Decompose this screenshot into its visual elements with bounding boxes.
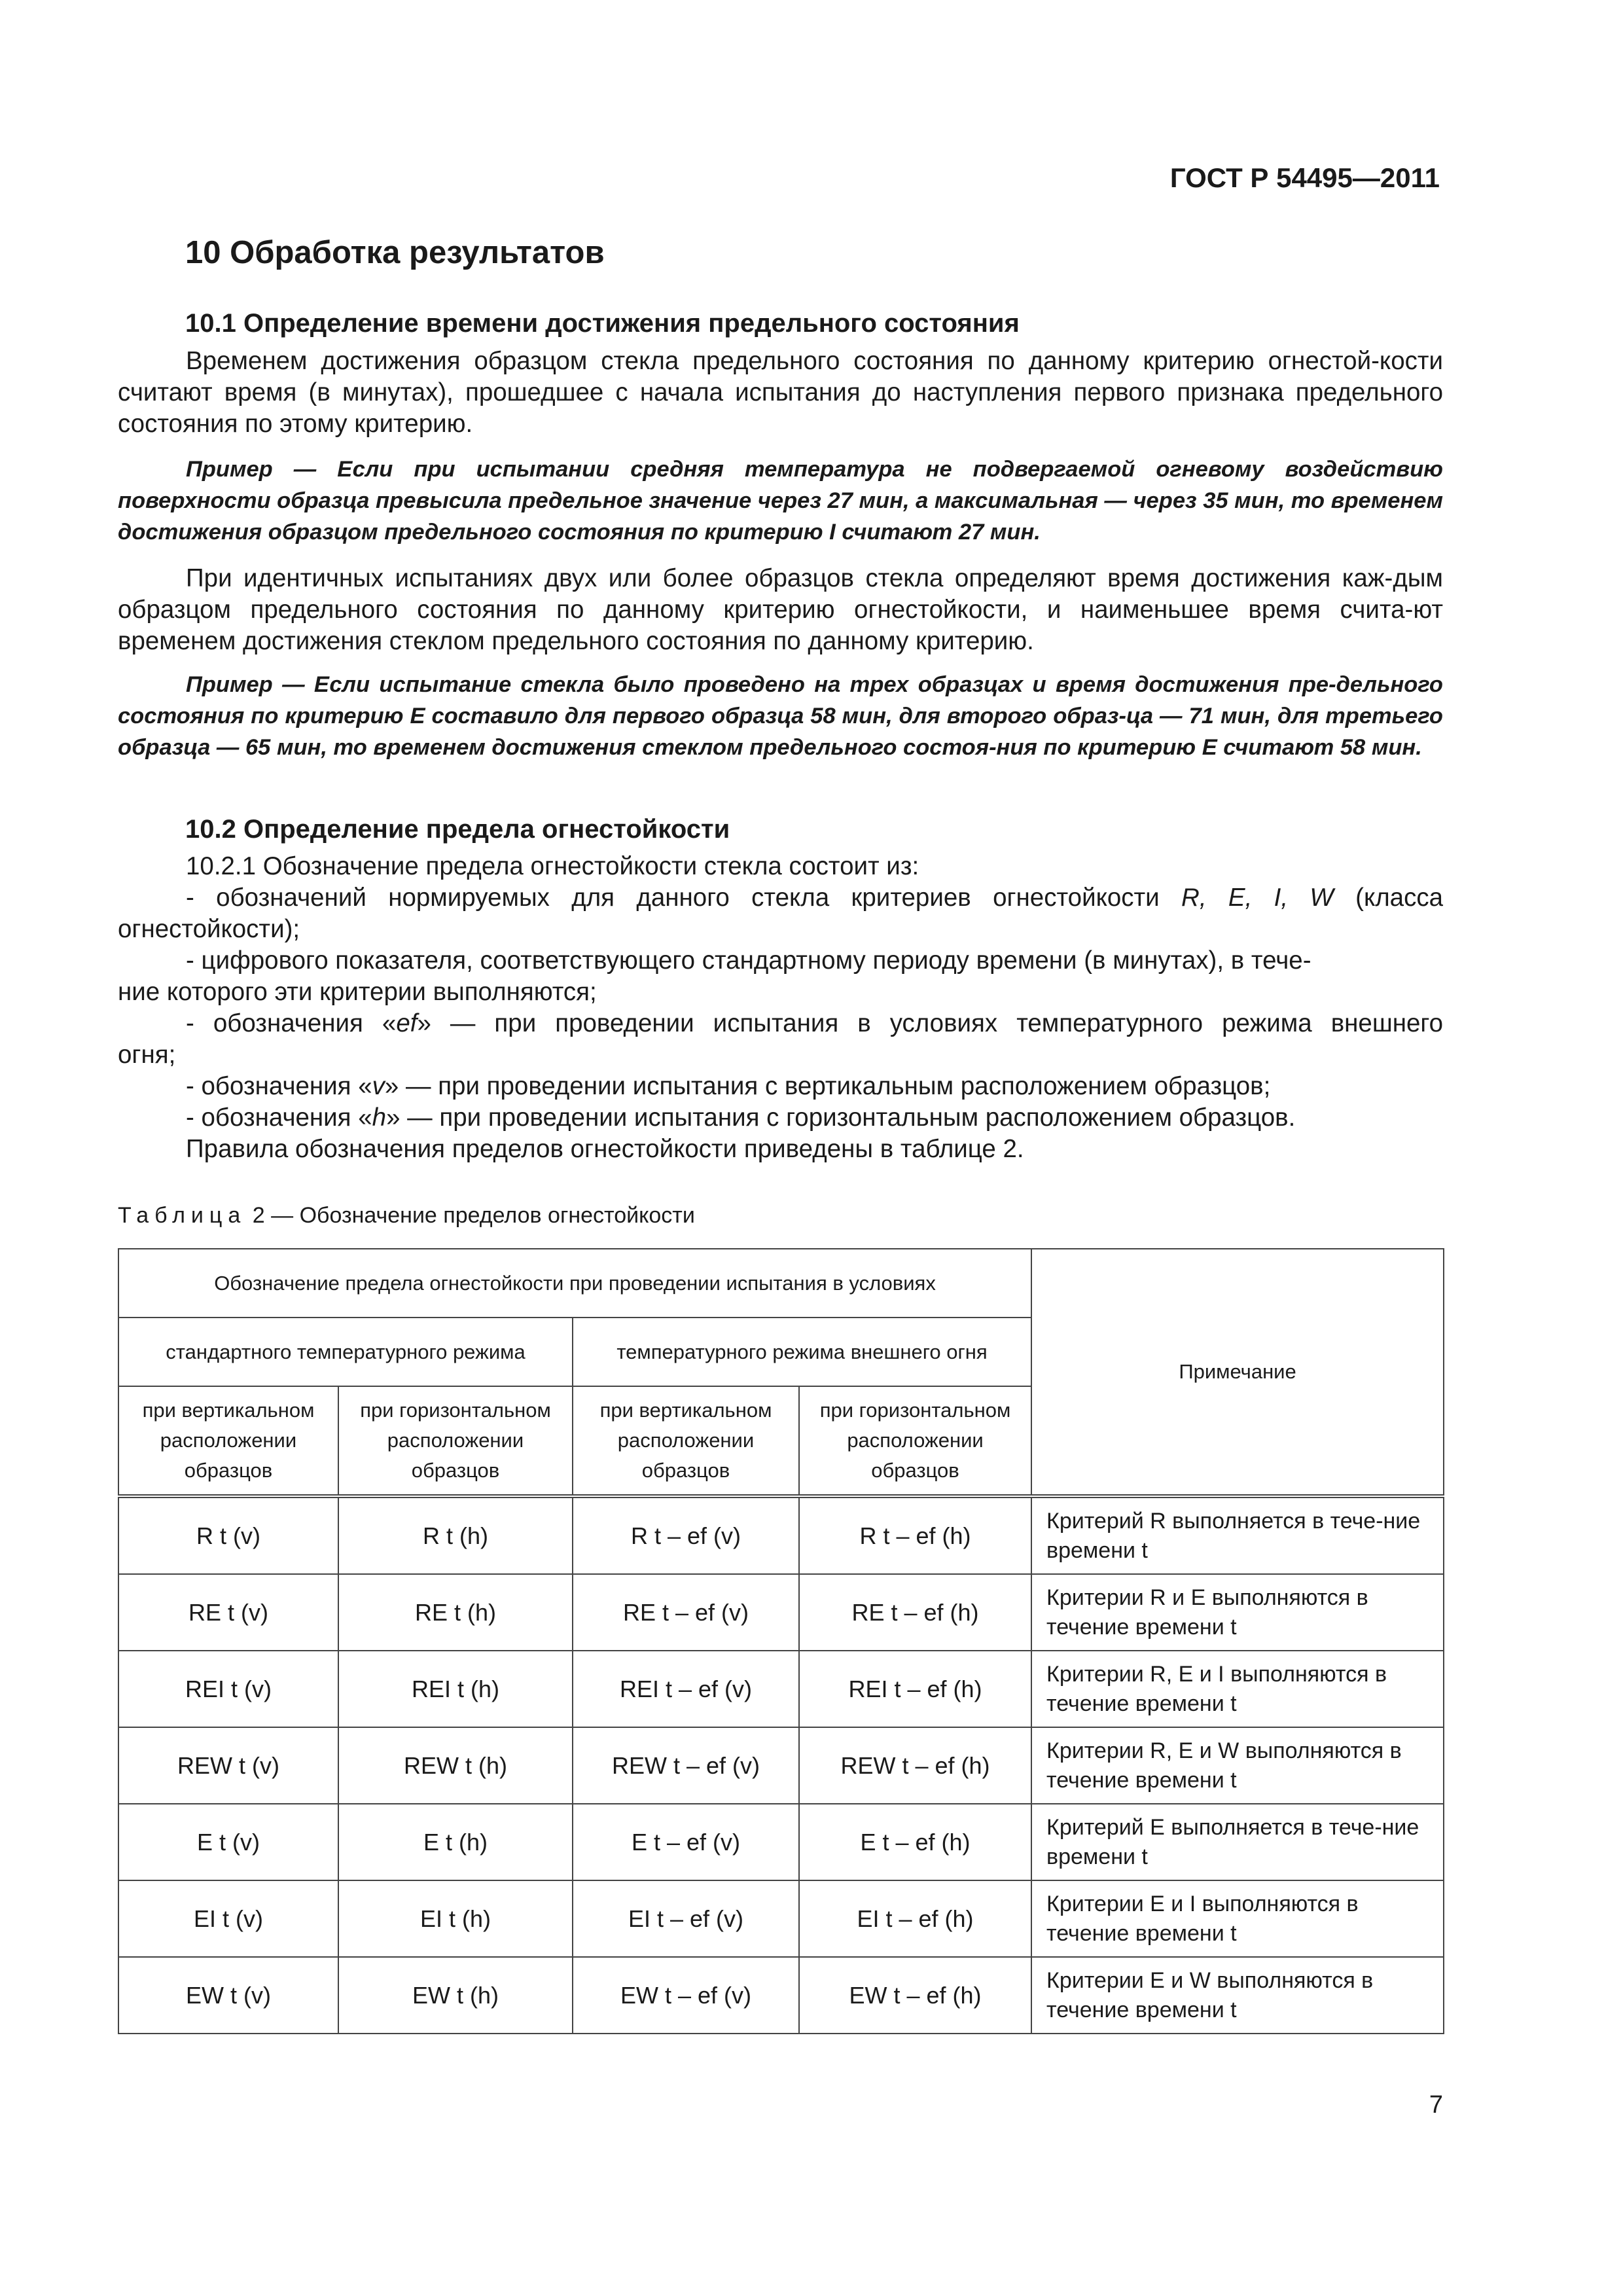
table-body bbox=[118, 1496, 1444, 2034]
cell-std-horizontal: EW t (h) bbox=[338, 1957, 573, 2034]
cell-ext-vertical: E t – ef (v) bbox=[573, 1804, 799, 1880]
section-title: 10 Обработка результатов bbox=[185, 235, 605, 270]
header-main: Обозначение предела огнестойкости при проведении испытания в условиях bbox=[118, 1249, 1031, 1318]
list-item-numeric-index: - цифрового показателя, соответствующего стандартному периоду времени (в минутах), в тече- bbox=[186, 946, 1311, 975]
table-row bbox=[118, 1957, 1444, 2034]
table-caption-text: 2 — Обозначение пределов огнестойкости bbox=[252, 1203, 695, 1228]
cell-std-vertical: EW t (v) bbox=[118, 1957, 338, 2034]
list-item-numeric-index-cont: ние которого эти критерии выполняются; bbox=[118, 978, 597, 1006]
cell-std-horizontal: R t (h) bbox=[338, 1496, 573, 1574]
cell-ext-horizontal: RE t – ef (h) bbox=[799, 1574, 1031, 1651]
subsection-heading-10-1: 10.1 Определение времени достижения предельного состояния bbox=[185, 309, 1020, 338]
cell-ext-horizontal: EI t – ef (h) bbox=[799, 1880, 1031, 1957]
cell-ext-horizontal: REW t – ef (h) bbox=[799, 1727, 1031, 1804]
list-item-ef-cont: огня; bbox=[118, 1041, 176, 1069]
cell-std-vertical: EI t (v) bbox=[118, 1880, 338, 1957]
header-horizontal: при горизонтальном расположении образцов bbox=[799, 1386, 1031, 1496]
cell-note: Критерии R, E и I выполняются в течение времени t bbox=[1031, 1651, 1444, 1727]
code-ef: ef bbox=[396, 1009, 418, 1037]
document-code: ГОСТ Р 54495—2011 bbox=[1169, 162, 1440, 193]
list-item-text: » — при проведении испытания в условиях температурного режима внешнего bbox=[417, 1009, 1443, 1037]
cell-std-vertical: REI t (v) bbox=[118, 1651, 338, 1727]
code-v: v bbox=[372, 1072, 385, 1100]
table-caption bbox=[118, 1203, 695, 1229]
list-item-text: - обозначения « bbox=[186, 1103, 372, 1132]
table-caption-word: Таблица bbox=[118, 1203, 247, 1228]
cell-ext-horizontal: E t – ef (h) bbox=[799, 1804, 1031, 1880]
list-item-text: » — при проведении испытания с горизонтальным расположением образцов. bbox=[386, 1103, 1296, 1132]
table-row bbox=[118, 1804, 1444, 1880]
cell-ext-horizontal: EW t – ef (h) bbox=[799, 1957, 1031, 2034]
cell-std-vertical: REW t (v) bbox=[118, 1727, 338, 1804]
table-row bbox=[118, 1496, 1444, 1574]
criteria-letters: R, E, I, W bbox=[1181, 884, 1334, 912]
cell-std-horizontal: EI t (h) bbox=[338, 1880, 573, 1957]
cell-note: Критерии R и E выполняются в течение времени t bbox=[1031, 1574, 1444, 1651]
paragraph-10-2-1-intro: 10.2.1 Обозначение предела огнестойкости стекла состоит из: bbox=[186, 852, 919, 880]
table-row bbox=[118, 1651, 1444, 1727]
code-h: h bbox=[372, 1103, 387, 1132]
cell-ext-vertical: EI t – ef (v) bbox=[573, 1880, 799, 1957]
table-row bbox=[118, 1880, 1444, 1957]
list-item-ef bbox=[186, 1008, 1443, 1039]
header-vertical: при вертикальном расположении образцов bbox=[573, 1386, 799, 1496]
cell-ext-horizontal: R t – ef (h) bbox=[799, 1496, 1031, 1574]
list-item-text: - обозначения « bbox=[186, 1072, 372, 1100]
fire-resistance-table bbox=[118, 1248, 1444, 2034]
example-1: Пример — Если при испытании средняя температура не подвергаемой огневому воздействию поверхности образца превысила предельное значение через 27 мин, а максимальная — через 35 мин, то временем достижения образцом предельного состояния по критерию I считают 27 мин. bbox=[118, 457, 1443, 545]
list-item-criteria-cont: огнестойкости); bbox=[118, 915, 300, 943]
list-item-text: » — при проведении испытания с вертикальным расположением образцов; bbox=[384, 1072, 1271, 1100]
cell-std-horizontal: E t (h) bbox=[338, 1804, 573, 1880]
page-number: 7 bbox=[1429, 2091, 1443, 2119]
list-item-v bbox=[186, 1071, 1443, 1102]
table-row bbox=[118, 1727, 1444, 1804]
cell-note: Критерий E выполняется в тече-ние времени t bbox=[1031, 1804, 1444, 1880]
list-item-h bbox=[186, 1102, 1443, 1134]
cell-std-vertical: RE t (v) bbox=[118, 1574, 338, 1651]
table-header-row bbox=[118, 1249, 1444, 1318]
header-external-fire-regime: температурного режима внешнего огня bbox=[573, 1318, 1031, 1386]
cell-note: Критерий R выполняется в тече-ние времени t bbox=[1031, 1496, 1444, 1574]
cell-std-horizontal: REW t (h) bbox=[338, 1727, 573, 1804]
cell-std-vertical: R t (v) bbox=[118, 1496, 338, 1574]
header-note: Примечание bbox=[1031, 1249, 1444, 1496]
cell-ext-vertical: R t – ef (v) bbox=[573, 1496, 799, 1574]
example-2: Пример — Если испытание стекла было проведено на трех образцах и время достижения пре-дельного состояния по критерию E составило для первого образца 58 мин, для второго образ-ца — 71 мин, для третьего образца — 65 мин, то временем достижения стеклом предельного состоя-ния по критерию E считают 58 мин. bbox=[118, 672, 1443, 760]
header-vertical: при вертикальном расположении образцов bbox=[118, 1386, 338, 1496]
list-item-text: - обозначений нормируемых для данного стекла критериев огнестойкости bbox=[186, 884, 1160, 912]
paragraph-table-reference: Правила обозначения пределов огнестойкости приведены в таблице 2. bbox=[186, 1135, 1024, 1163]
list-item-criteria bbox=[186, 882, 1443, 914]
paragraph-10-1-multiple-samples: При идентичных испытаниях двух или более образцов стекла определяют время достижения каж-дым образцом предельного состояния по данному критерию огнестойкости, и наименьшее время счита-ют временем достижения стеклом предельного состояния по данному критерию. bbox=[118, 564, 1443, 655]
cell-note: Критерии E и W выполняются в течение времени t bbox=[1031, 1957, 1444, 2034]
cell-ext-horizontal: REI t – ef (h) bbox=[799, 1651, 1031, 1727]
subsection-heading-10-2: 10.2 Определение предела огнестойкости bbox=[185, 815, 730, 844]
cell-std-vertical: E t (v) bbox=[118, 1804, 338, 1880]
cell-ext-vertical: EW t – ef (v) bbox=[573, 1957, 799, 2034]
table-row bbox=[118, 1574, 1444, 1651]
header-horizontal: при горизонтальном расположении образцов bbox=[338, 1386, 573, 1496]
cell-std-horizontal: REI t (h) bbox=[338, 1651, 573, 1727]
cell-ext-vertical: RE t – ef (v) bbox=[573, 1574, 799, 1651]
cell-ext-vertical: REI t – ef (v) bbox=[573, 1651, 799, 1727]
paragraph-10-1-definition: Временем достижения образцом стекла предельного состояния по данному критерию огнестой-кости считают время (в минутах), прошедшее с начала испытания до наступления первого признака предельного состояния по этому критерию. bbox=[118, 347, 1443, 438]
cell-note: Критерии R, E и W выполняются в течение времени t bbox=[1031, 1727, 1444, 1804]
cell-note: Критерии E и I выполняются в течение времени t bbox=[1031, 1880, 1444, 1957]
list-item-text: (класса bbox=[1355, 884, 1444, 912]
cell-std-horizontal: RE t (h) bbox=[338, 1574, 573, 1651]
list-item-text: - обозначения « bbox=[186, 1009, 397, 1037]
cell-ext-vertical: REW t – ef (v) bbox=[573, 1727, 799, 1804]
header-standard-regime: стандартного температурного режима bbox=[118, 1318, 573, 1386]
